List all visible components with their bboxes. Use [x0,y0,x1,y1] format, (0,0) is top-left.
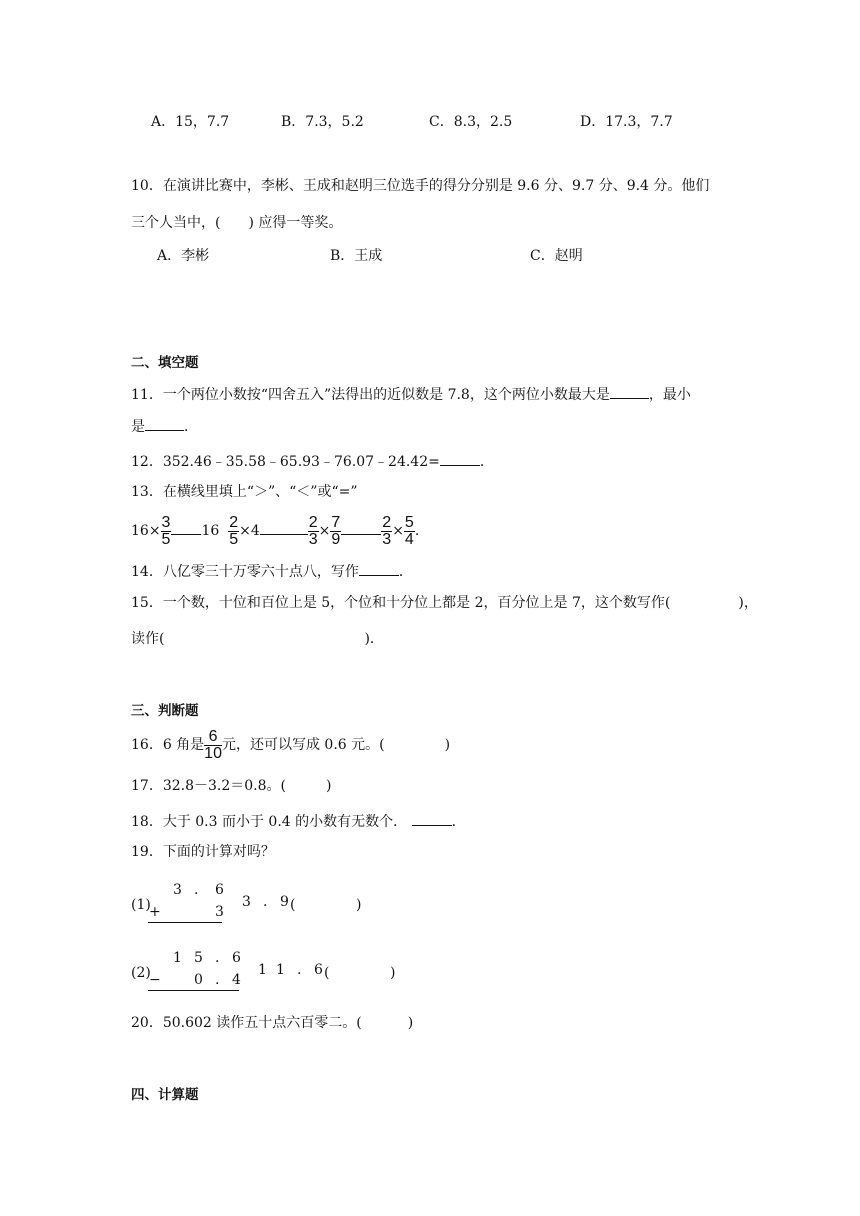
q14-end: ． [398,564,413,580]
q10-line1: 10．在演讲比赛中，李彬、王成和赵明三位选手的得分分别是 9.6 分、9.7 分、9.4 分。他们 [131,178,710,194]
q11-text-c: 是 [131,419,145,435]
q15-text-c: 读作( [131,631,165,647]
q12-blank[interactable] [440,451,480,466]
q13-fraction-2: $\frac{2}{5}$ [229,513,239,548]
q15-line2 [131,630,384,648]
q13-fraction-6: $\frac{5}{4}$ [404,513,414,548]
q13-times-sign-2: × [392,523,404,539]
q20 [131,1014,413,1032]
q19-part1-plus-sign: + [149,904,161,920]
q19-part2-answer-space[interactable] [334,965,386,981]
q18-end: ． [451,814,466,830]
section-heading-fill-in: 二、填空题 [131,355,199,371]
q19-part2-digit: 6 [232,950,241,966]
q10-line2: 三个人当中，( ) 应得一等奖。 [131,215,343,231]
q19-part1-point: . [194,882,199,898]
q10-option-c: C．赵明 [530,248,583,264]
q20-close: ) [407,1015,414,1031]
q19-part2-digit: 0 [194,972,203,988]
q16-text-b: 元，还可以写成 0.6 元。( [221,737,385,753]
q19-part2-label: (2) [131,965,151,981]
q15-text-d: )． [364,631,384,647]
q11-text-a: 11．一个两位小数按“四舍五入”法得出的近似数是 7.8，这个两位小数最大是 [131,387,610,403]
q16-text-a: 16．6 角是 [131,737,205,753]
q13-blank-1[interactable] [171,520,201,535]
q18-text: 18．大于 0.3 而小于 0.4 的小数有无数个． [131,814,408,830]
q15-line1 [131,594,758,612]
q11-text-d: ． [184,419,198,435]
q19-part1-label: (1) [131,897,151,913]
q19-part2-result-digit: 1 [258,962,267,978]
q19-part1-digit: 3 [173,882,182,898]
q16 [131,726,450,764]
q13-expressions [131,512,419,550]
q12-end: ． [479,454,494,470]
q9-option-a: A．15，7.7 [151,114,230,130]
q13-blank-2[interactable] [260,520,308,535]
section-heading-calculation: 四、计算题 [131,1087,199,1103]
q14-text: 14．八亿零三十万零六十点八，写作 [131,564,359,580]
q19-part2-paren-open: ( [324,965,330,981]
q19-part2-rule [148,990,239,991]
q13-fraction-1: $\frac{3}{5}$ [161,513,171,548]
q13-fraction-5: $\frac{2}{3}$ [382,513,392,548]
q19-part1-paren-open: ( [290,897,296,913]
q17-close: ) [325,778,332,794]
q19-part1-result-digit: 9 [280,894,289,910]
q16-text-c: ) [444,737,451,753]
q9-option-b: B．7.3，5.2 [281,114,364,130]
q13-end: . [414,523,420,539]
q15-text-b: )， [738,595,758,611]
q9-option-c: C．8.3，2.5 [429,114,513,130]
q19-part2-result-digit: 1 [276,962,285,978]
q11-blank-max[interactable] [610,384,649,399]
q13-times-sign-1: × [318,523,331,539]
q13-times-4: ×4 [239,523,260,539]
q19-part2-result-point: . [297,962,302,978]
q19-part1-digit: 6 [215,882,224,898]
q18-blank[interactable] [412,811,452,826]
q19-part2-minus-sign: − [149,972,161,988]
q13-fraction-4: $\frac{7}{9}$ [331,513,341,548]
q13-prefix: 16× [131,523,161,539]
q19-part1-rule [148,922,222,923]
section-heading-judgement: 三、判断题 [131,703,199,719]
q14-blank[interactable] [359,561,399,576]
q19-part1-result-digit: 3 [242,894,251,910]
q19-part1-digit: 3 [215,904,224,920]
q19-part2-digit: 1 [173,950,182,966]
q9-option-d: D．17.3，7.7 [580,114,673,130]
q13-blank-3[interactable] [341,520,381,535]
q14 [131,561,413,581]
q17-text: 17．32.8－3.2＝0.8。( [131,778,286,794]
q11-line1 [131,384,691,404]
q13-value-16: 16 [201,523,220,539]
q13-fraction-3: $\frac{2}{3}$ [308,513,318,548]
q20-text: 20．50.602 读作五十点六百零二。( [131,1015,362,1031]
q19-text: 19．下面的计算对吗？ [131,844,275,860]
q19-part1-result-point: . [263,894,268,910]
q16-fraction: $\frac{6}{10}$ [204,727,222,762]
q12 [131,451,494,471]
q13-text: 13．在横线里填上“＞”、“＜”或“=” [131,484,358,500]
q17 [131,777,331,795]
q15-text-a: 15．一个数，十位和百位上是 5，个位和十分位上都是 2，百分位上是 7，这个数写作( [131,595,671,611]
q11-blank-min[interactable] [145,416,184,431]
q10-option-a: A．李彬 [157,248,210,264]
q19-part1-paren-close: ) [356,897,362,913]
q18 [131,811,466,831]
q19-part2-digit: 5 [194,950,203,966]
q12-text: 12．352.46﹣35.58﹣65.93﹣76.07﹣24.42= [131,454,440,470]
q11-text-b: ，最小 [648,387,691,403]
q10-option-b: B．王成 [330,248,383,264]
q19-part2-point: . [215,950,220,966]
q19-part2-paren-close: ) [390,965,396,981]
q19-part2-result-digit: 6 [314,962,323,978]
q19-part2-digit: 4 [232,972,241,988]
q19-part2-point: . [215,972,220,988]
q11-line2 [131,416,198,436]
q19-part1-answer-space[interactable] [300,897,352,913]
